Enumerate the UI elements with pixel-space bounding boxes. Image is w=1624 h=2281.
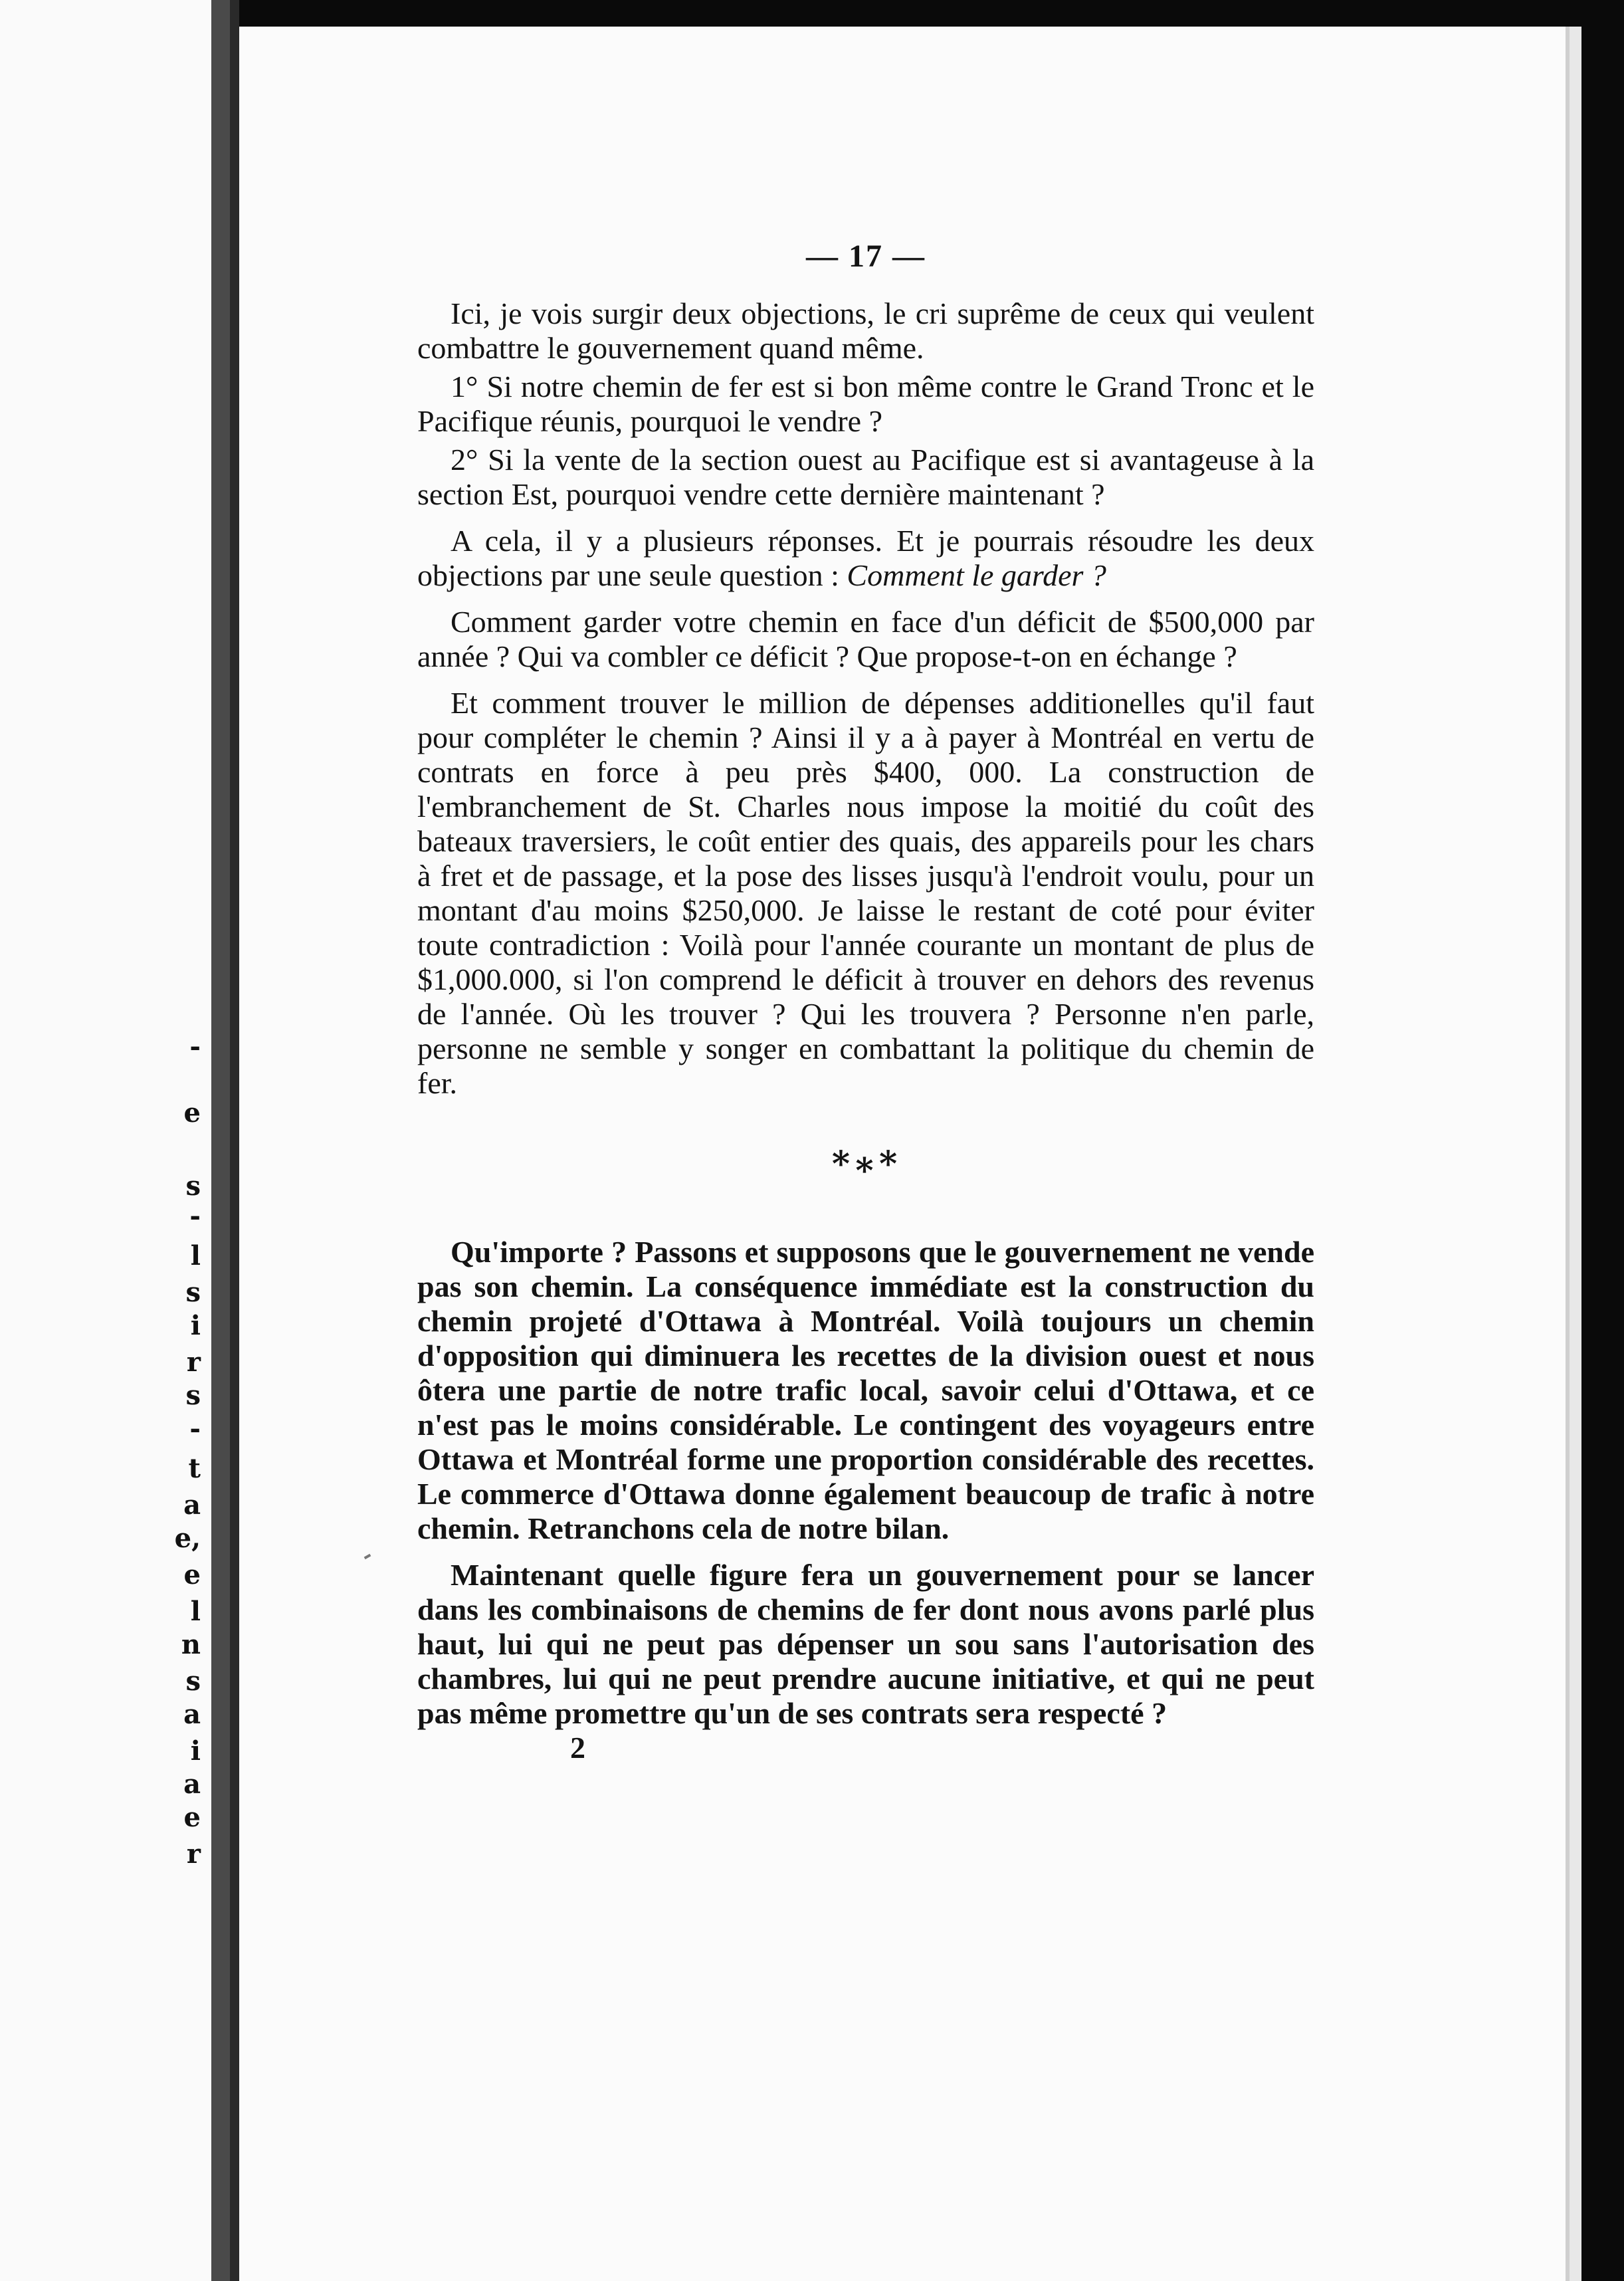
facing-page-letter: s (185, 1170, 201, 1202)
paragraph-objection-one: 1° Si notre chemin de fer est si bon même contre le Grand Tronc et le Pacifique réunis, pourquoi le vendre ? (417, 370, 1314, 438)
page (239, 27, 1581, 2281)
page-text (417, 239, 1314, 1765)
paragraph-objection-two: 2° Si la vente de la section ouest au Pacifique est si avantageuse à la section Est, pourquoi vendre cette dernière maintenant ? (417, 443, 1314, 511)
facing-page-letter: r (186, 1347, 201, 1378)
section-ornament: *∗* (831, 1144, 900, 1184)
facing-page-letter: s (185, 1380, 201, 1411)
paragraph-objections-intro: Ici, je vois surgir deux objections, le cri suprême de ceux qui veulent combattre le gouvernement quand même. (417, 296, 1314, 365)
facing-page-letter: n (181, 1629, 201, 1660)
facing-page-letter: l (190, 1240, 201, 1271)
paragraph-importe: Qu'importe ? Passons et supposons que le gouvernement ne vende pas son chemin. La conséquence immédiate est la construction du chemin projeté d'Ottawa à Montréal. Voilà toujours un chemin d'opposition qui diminuera les recettes de la division ouest et nous ôtera une partie de notre trafic local, savoir celui d'Ottawa, et ce n'est pas le moins considérable. Le contingent des voyageurs entre Ottawa et Montréal forme une proportion considérable des recettes. Le commerce d'Ottawa donne également beaucoup de trafic à notre chemin. Retranchons cela de notre bilan. (417, 1235, 1314, 1545)
book-gutter (211, 0, 230, 2281)
paragraph-maintenant: Maintenant quelle figure fera un gouvernement pour se lancer dans les combinaisons de chemins de fer dont nous avons parlé plus haut, lui qui ne peut pas dépenser un sou sans l'autorisation des chambres, lui qui ne peut prendre aucune initiative, et qui ne peut pas même promettre qu'un de ses contrats sera respecté ? (417, 1558, 1314, 1730)
facing-page-letter: e (183, 1802, 201, 1833)
facing-page-letter: - (189, 1200, 201, 1232)
paragraph-deficit: Comment garder votre chemin en face d'un déficit de $500,000 par année ? Qui va combler ce déficit ? Que propose-t-on en échange ? (417, 605, 1314, 673)
gutter-shadow (230, 0, 239, 2281)
paper-speck (364, 1554, 371, 1559)
facing-page-letter: - (189, 1413, 201, 1444)
facing-page-letter: - (189, 1031, 201, 1062)
signature-mark: 2 (570, 1731, 585, 1765)
page-edge (1566, 27, 1570, 2281)
facing-page-fragment (0, 0, 211, 2281)
facing-page-letter: r (186, 1838, 201, 1870)
facing-page-letter: l (190, 1596, 201, 1627)
paragraph-response (417, 524, 1314, 593)
facing-page-letter: i (190, 1735, 201, 1767)
facing-page-letter: s (185, 1666, 201, 1697)
paragraph-response-question: Comment le garder ? (847, 558, 1106, 592)
facing-page-letter: a (183, 1489, 201, 1521)
facing-page-letter: i (190, 1310, 201, 1341)
paragraph-million: Et comment trouver le million de dépenses additionelles qu'il faut pour compléter le chemin ? Ainsi il y a à payer à Montréal en vertu de contrats en force à peu près $400, 000. La construction de l'embranchement de St. Charles nous impose la moitié du coût des bateaux traversiers, le coût entier des quais, des appareils pour les chars à fret et de passage, et la pose des lisses jusqu'à l'endroit voulu, pour un montant d'au moins $250,000. Je laisse le restant de coté pour éviter toute contradiction : Voilà pour l'année courante un montant de plus de $1,000.000, si l'on comprend le déficit à trouver en dehors des revenus de l'année. Où les trouver ? Qui les trouvera ? Personne n'en parle, personne ne semble y songer en combattant la politique du chemin de fer. (417, 686, 1314, 1100)
facing-page-letter: t (188, 1453, 201, 1484)
page-number: — 17 — (806, 239, 926, 274)
facing-page-letter: s (185, 1277, 201, 1308)
facing-page-letter: a (183, 1699, 201, 1730)
facing-page-letter: e, (174, 1523, 201, 1554)
facing-page-letter: e (183, 1097, 201, 1129)
facing-page-letter: a (183, 1769, 201, 1800)
paragraph-response-text: A cela, il y a plusieurs réponses. Et je pourrais résoudre les deux objections par une seule question : (417, 524, 1314, 592)
facing-page-letter: e (183, 1559, 201, 1590)
